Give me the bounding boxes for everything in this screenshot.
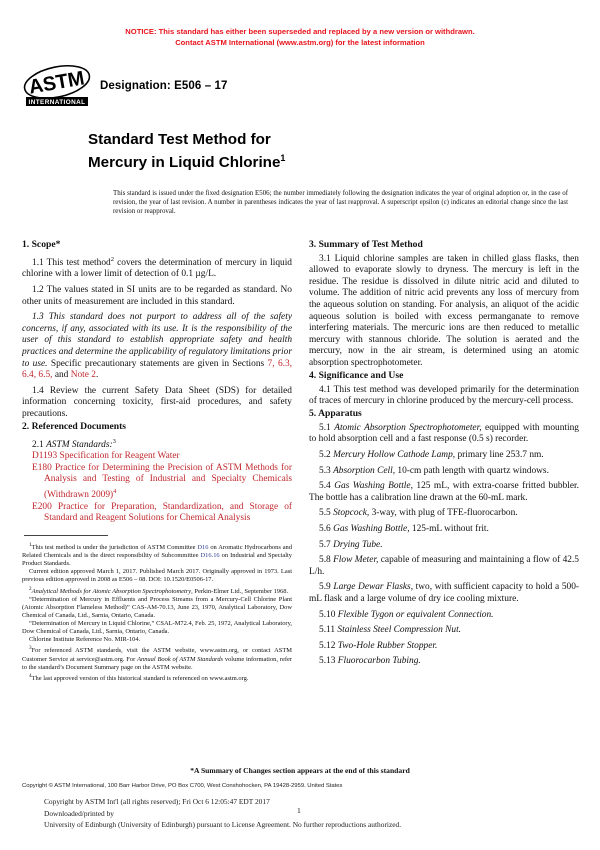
footnote-2-marker: 2 (29, 585, 32, 592)
apparatus-number: 5.8 (319, 555, 334, 566)
license-line-3: University of Edinburgh (University of Edinburgh) pursuant to License Agreement. No further reproductions authorized. (44, 820, 402, 830)
apparatus-name: Flexible Tygon or equivalent Connection. (337, 609, 494, 620)
subcommittee-link-d1616[interactable]: D16.16 (200, 552, 220, 560)
footnote-2-extra-3: Chlorine Institute Reference No. MIR-104. (29, 636, 141, 644)
notice-line-1: NOTICE: This standard has either been superseded and replaced by a new version or withdrawn. (125, 27, 475, 36)
p1-3-period: . (95, 370, 99, 381)
summary-of-changes-note: *A Summary of Changes section appears at the end of this standard (190, 766, 410, 775)
reference-standard-e200[interactable] (22, 502, 292, 525)
apparatus-item-5-6 (309, 524, 579, 536)
ref-footnote-marker: 4 (113, 488, 117, 496)
withdrawal-notice (22, 0, 578, 48)
apparatus-number: 5.11 (319, 625, 338, 636)
apparatus-number: 5.4 (319, 481, 335, 492)
apparatus-item-5-2 (309, 450, 579, 462)
apparatus-number: 5.13 (319, 656, 338, 667)
ref-title[interactable]: Practice for Determining the Precision of ASTM Methods for Analysis and Testing of Industrial and Specialty Chemicals (Withdrawn 2009) (44, 462, 292, 501)
section-heading-apparatus: 5. Apparatus (309, 407, 362, 419)
apparatus-item-5-8 (309, 555, 579, 578)
apparatus-desc: capable of measuring and maintaining a flow of 42.5 L/h. (309, 555, 579, 577)
reference-standard-d1193[interactable] (22, 451, 292, 463)
p1-3-and: and (52, 370, 71, 381)
footnote-1-edition: Current edition approved March 1, 2017. Published March 2017. Originally approved in 1973. Last previous edition approved in 2008 as E506 – 08. DOI: 10.1520/E0506-17. (22, 568, 292, 584)
apparatus-name: Stopcock, (333, 508, 370, 519)
footnote-4 (22, 672, 292, 683)
apparatus-item-5-5 (309, 508, 579, 520)
footnote-4-text: The last approved version of this historical standard is referenced on www.astm.org. (31, 674, 249, 682)
footnote-4-marker: 4 (29, 672, 32, 679)
body-columns (22, 239, 578, 683)
page-title (88, 130, 578, 172)
section-heading-summary: 3. Summary of Test Method (309, 238, 423, 250)
apparatus-item-5-13 (309, 656, 579, 668)
footnote-3-marker: 3 (29, 645, 32, 652)
apparatus-item-5-12 (309, 641, 579, 653)
section-heading-scope: 1. Scope* (22, 238, 61, 250)
apparatus-desc: 3-way, with plug of TFE-fluorocarbon. (369, 508, 518, 519)
apparatus-name: Stainless Steel Compression Nut. (337, 625, 462, 636)
ref-title[interactable]: Specification for Reagent Water (59, 451, 180, 462)
apparatus-number: 5.12 (319, 640, 338, 651)
footnote-1 (22, 541, 292, 568)
p1-3-italic: 1.3 This standard does not purport to address all of the safety concerns, if any, associated with its use. It is the responsibility of the user of this standard to establish appropriate safety and health practices and determine the applicability of regulatory limitations prior to use. (22, 312, 292, 369)
footnote-3-italic: Annual Book of ASTM Standards (137, 655, 224, 663)
footnote-2-extra-1: “Determination of Mercury in Effluents and Process Streams from a Mercury-Cell Chlorine Plant (Atomic Absorption Flameless Method)” CAS-AM-70.13, June 23, 1970, Analytical Laboratory, Dow Chemical of Canada, Ltd., Sarnia, Ontario, Canada. (22, 595, 292, 619)
title-footnote-marker: 1 (280, 153, 286, 163)
apparatus-number: 5.5 (319, 508, 334, 519)
license-line-2: Downloaded/printed by (44, 808, 114, 818)
apparatus-item-5-3 (309, 466, 579, 478)
apparatus-item-5-7 (309, 540, 579, 552)
section-heading-significance: 4. Significance and Use (309, 369, 404, 381)
apparatus-desc: equipped with mounting to hold absorption cell and a fast response (0.5 s) recorder. (309, 422, 579, 445)
apparatus-name: Drying Tube. (333, 539, 383, 550)
reference-standard-e180[interactable] (22, 463, 292, 502)
p2-1-footnote-marker: 3 (112, 437, 116, 445)
ref-id[interactable]: E200 (32, 501, 52, 512)
apparatus-item-5-1 (309, 423, 579, 446)
apparatus-name: Absorption Cell, (333, 465, 396, 476)
footnote-1-b: on Aromatic Hydrocarbons and Related Chemicals and is the direct responsibility of Subcommittee (22, 544, 292, 560)
copyright-notice: Copyright © ASTM International, 100 Barr Harbor Drive, PO Box C700, West Conshohocken, PA 19428-2959. United States (22, 783, 343, 789)
committee-link-d16[interactable]: D16 (197, 544, 209, 552)
svg-text:INTERNATIONAL: INTERNATIONAL (28, 99, 86, 107)
apparatus-name: Gas Washing Bottle, (333, 523, 410, 534)
ref-id[interactable]: D1193 (32, 451, 58, 462)
apparatus-item-5-10 (309, 610, 579, 622)
apparatus-desc: 125 mL, with extra-coarse fritted bubbler. The bottle has a calibration line drawn at the 60-mL mark. (309, 481, 579, 503)
apparatus-desc: two, with sufficient capacity to hold a 500-mL flask and a large volume of dry ice cooling mixture. (309, 582, 579, 604)
footnote-2-italic: Analytical Methods for Atomic Absorption Spectrophotometry (31, 587, 192, 595)
footnote-3 (22, 644, 292, 671)
p1-3-tail: Specific precautionary statements are given in Sections (47, 358, 268, 369)
apparatus-number: 5.6 (319, 523, 334, 534)
paragraph-1-4: 1.4 Review the current Safety Data Sheet (SDS) for detailed information concerning toxicity, first-aid procedures, and safety precautions. (22, 385, 292, 419)
footnote-2-extra-2: “Determination of Mercury in Liquid Chlorine,” CSAL-M72.4, Feb. 25, 1972, Analytical Laboratory, Dow Chemical of Canada, Ltd., Sarnia, Ontario, Canada. (22, 620, 292, 636)
paragraph-2-1 (22, 436, 292, 452)
svg-text:ASTM: ASTM (27, 67, 87, 99)
apparatus-item-5-11 (309, 625, 579, 637)
p1-1-footnote-marker: 2 (110, 255, 114, 263)
license-block (44, 796, 401, 831)
p1-3-note-link[interactable]: Note 2 (70, 370, 96, 381)
page-number: 1 (297, 806, 301, 815)
apparatus-item-5-9 (309, 582, 579, 605)
footnote-2-rest: , Perkin-Elmer Ltd., September 1968. (191, 587, 289, 595)
footnote-2 (22, 585, 292, 596)
paragraph-1-2: 1.2 The values stated in SI units are to be regarded as standard. No other units of measurement are included in this standard. (22, 284, 292, 307)
p2-1-italic: ASTM Standards: (46, 439, 113, 450)
masthead (22, 62, 578, 110)
title-line-1: Standard Test Method for (88, 131, 271, 148)
apparatus-number: 5.7 (319, 539, 334, 550)
p1-3-section-refs[interactable]: 7, 6.3, 6.4, 6.5, (22, 358, 292, 381)
apparatus-desc: 10-cm path length with quartz windows. (395, 465, 549, 476)
ref-id[interactable]: E180 (32, 462, 52, 473)
paragraph-1-1 (22, 254, 292, 281)
apparatus-item-5-4 (309, 481, 579, 504)
license-line-1: Copyright by ASTM Int'l (all rights reserved); Fri Oct 6 12:05:47 EDT 2017 (44, 797, 270, 806)
footnote-1-a: This test method is under the jurisdiction of ASTM Committee (31, 544, 198, 552)
astm-logo (22, 63, 92, 109)
apparatus-number: 5.10 (319, 609, 338, 620)
apparatus-desc: 125-mL without frit. (409, 523, 489, 534)
paragraph-1-3 (22, 312, 292, 382)
p1-1-body: covers the determination of mercury in liquid chlorine with a lower limit of detection of 0.1 µg/L. (22, 257, 292, 280)
apparatus-name: Gas Washing Bottle, (334, 481, 413, 492)
footnote-3-b: volume information, refer to the standard’s Document Summary page on the ASTM website. (22, 655, 292, 671)
apparatus-name: Flow Meter, (333, 555, 379, 566)
notice-line-2: Contact ASTM International (www.astm.org) for the latest information (175, 37, 425, 47)
footnote-3-a: For referenced ASTM standards, visit the ASTM website, www.astm.org, or contact ASTM Customer Service at service@astm.org. For (22, 647, 292, 663)
apparatus-number: 5.2 (319, 449, 334, 460)
apparatus-name: Atomic Absorption Spectrophotometer, (334, 422, 482, 433)
title-line-2: Mercury in Liquid Chlorine (88, 154, 281, 172)
paragraph-4-1: 4.1 This test method was developed primarily for the determination of traces of mercury in chlorine produced by the mercury-cell process. (309, 384, 579, 407)
right-column (309, 239, 579, 683)
apparatus-number: 5.3 (319, 465, 334, 476)
apparatus-name: Two-Hole Rubber Stopper. (337, 640, 438, 651)
apparatus-desc: primary line 253.7 nm. (455, 449, 544, 460)
apparatus-name: Large Dewar Flasks, (333, 582, 414, 593)
apparatus-number: 5.1 (319, 422, 335, 433)
p2-1-number: 2.1 (32, 439, 47, 450)
footnote-1-marker: 1 (29, 541, 32, 548)
apparatus-name: Fluorocarbon Tubing. (337, 656, 421, 667)
footnote-divider (24, 535, 108, 536)
astm-logo-icon (22, 63, 92, 109)
left-column (22, 239, 292, 683)
designation-label: Designation: E506 – 17 (100, 80, 228, 92)
title-block (22, 130, 578, 217)
section-heading-referenced-documents: 2. Referenced Documents (22, 420, 126, 432)
paragraph-3-1: 3.1 Liquid chlorine samples are taken in chilled glass flasks, then allowed to evaporate slowly to dryness. The mercury is left in the residue. The residue is dissolved in dilute nitric acid and diluted to volume. The addition of nitric acid prevents any loss of mercury from the aqueous solution on standing. For analysis, an aliquot of the acidic aqueous solution is boiled with excess permanganate to remove interfering materials. The mercuric ions are then reduced to metallic mercury with stannous chloride. The solution is aerated and the mercury, now in the air stream, is determined using an atomic absorption spectrophotometer. (309, 253, 579, 369)
ref-title[interactable]: Practice for Preparation, Standardization, and Storage of Standard and Reagent Solutions for Chemical Analysis (44, 501, 293, 524)
preamble-text: This standard is issued under the fixed designation E506; the number immediately following the designation indicates the year of original adoption or, in the case of revision, the year of last revision. A number in parentheses indicates the year of last reapproval. A superscript epsilon (ε) indicates an editorial change since the last revision or reapproval. (113, 190, 568, 216)
apparatus-name: Mercury Hollow Cathode Lamp, (333, 449, 456, 460)
apparatus-number: 5.9 (319, 582, 334, 593)
p1-1-prefix: 1.1 This test method (32, 257, 111, 268)
footnote-1-c: on Industrial and Specialty Product Standards. (22, 552, 293, 568)
